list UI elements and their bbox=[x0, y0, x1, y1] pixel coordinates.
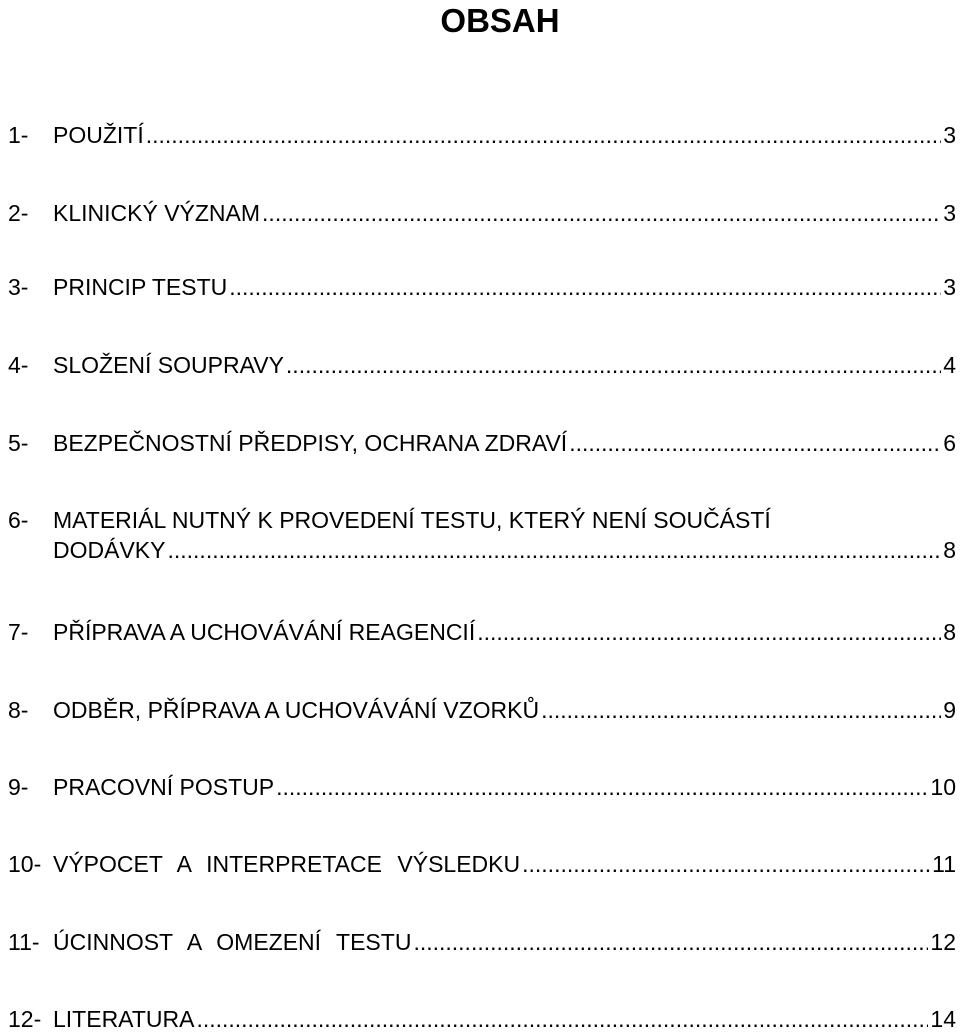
dot-leader bbox=[413, 927, 928, 957]
entry-title: POUŽITÍ bbox=[53, 122, 144, 148]
dot-leader bbox=[286, 350, 941, 380]
entry-title: BEZPEČNOSTNÍ PŘEDPISY, OCHRANA ZDRAVÍ bbox=[53, 430, 568, 456]
entry-number: 9- bbox=[8, 774, 29, 800]
entry-number: 4- bbox=[8, 352, 29, 378]
toc-entry-1[interactable] bbox=[8, 120, 956, 150]
entry-number: 3- bbox=[8, 274, 29, 300]
entry-number: 7- bbox=[8, 619, 29, 645]
toc-entry-5[interactable] bbox=[8, 428, 956, 458]
entry-number: 8- bbox=[8, 697, 29, 723]
toc-entry-11[interactable] bbox=[8, 927, 956, 957]
entry-title: PRINCIP TESTU bbox=[53, 274, 228, 300]
toc-entry-10[interactable] bbox=[8, 849, 956, 879]
dot-leader bbox=[229, 272, 941, 302]
toc-entry-7[interactable] bbox=[8, 617, 956, 647]
toc-entry-8[interactable] bbox=[8, 695, 956, 725]
entry-page: 11 bbox=[932, 851, 956, 877]
entry-page: 8 bbox=[943, 619, 956, 645]
entry-title: ODBĚR, PŘÍPRAVA A UCHOVÁVÁNÍ VZORKŮ bbox=[53, 697, 540, 723]
entry-page: 12 bbox=[930, 929, 956, 955]
dot-leader bbox=[522, 849, 930, 879]
entry-number: 2- bbox=[8, 200, 29, 226]
toc-entry-4[interactable] bbox=[8, 350, 956, 380]
entry-page: 14 bbox=[930, 1006, 956, 1032]
dot-leader bbox=[146, 120, 941, 150]
entry-number: 6- bbox=[8, 507, 29, 533]
entry-title: PŘÍPRAVA A UCHOVÁVÁNÍ REAGENCIÍ bbox=[53, 619, 476, 645]
entry-title: MATERIÁL NUTNÝ K PROVEDENÍ TESTU, KTERÝ NENÍ SOUČÁSTÍ bbox=[53, 507, 771, 533]
entry-title: ÚCINNOST A OMEZENÍ TESTU bbox=[53, 929, 412, 955]
toc-entry-3[interactable] bbox=[8, 272, 956, 302]
entry-number: 10- bbox=[8, 851, 42, 877]
entry-page: 3 bbox=[943, 274, 956, 300]
dot-leader bbox=[541, 695, 941, 725]
dot-leader bbox=[262, 198, 941, 228]
entry-page: 6 bbox=[943, 430, 956, 456]
entry-title: PRACOVNÍ POSTUP bbox=[53, 774, 275, 800]
entry-page: 10 bbox=[930, 774, 956, 800]
toc-entry-2[interactable] bbox=[8, 198, 956, 228]
dot-leader bbox=[167, 535, 941, 565]
entry-title-continued: DODÁVKY bbox=[53, 537, 166, 563]
entry-page: 4 bbox=[943, 352, 956, 378]
entry-page: 8 bbox=[943, 537, 956, 563]
toc-entry-9[interactable] bbox=[8, 772, 956, 802]
entry-number: 12- bbox=[8, 1006, 42, 1032]
entry-number: 11- bbox=[8, 929, 40, 955]
entry-page: 3 bbox=[943, 122, 956, 148]
toc-entry-6[interactable] bbox=[8, 505, 956, 565]
entry-number: 5- bbox=[8, 430, 29, 456]
entry-page: 9 bbox=[943, 697, 956, 723]
dot-leader bbox=[276, 772, 928, 802]
page-title: OBSAH bbox=[440, 2, 560, 39]
dot-leader bbox=[569, 428, 941, 458]
entry-number: 1- bbox=[8, 122, 29, 148]
dot-leader bbox=[477, 617, 941, 647]
entry-title: SLOŽENÍ SOUPRAVY bbox=[53, 352, 284, 378]
entry-title: VÝPOCET A INTERPRETACE VÝSLEDKU bbox=[53, 851, 521, 877]
entry-title: LITERATURA bbox=[53, 1006, 195, 1032]
entry-title: KLINICKÝ VÝZNAM bbox=[53, 200, 261, 226]
entry-page: 3 bbox=[943, 200, 956, 226]
